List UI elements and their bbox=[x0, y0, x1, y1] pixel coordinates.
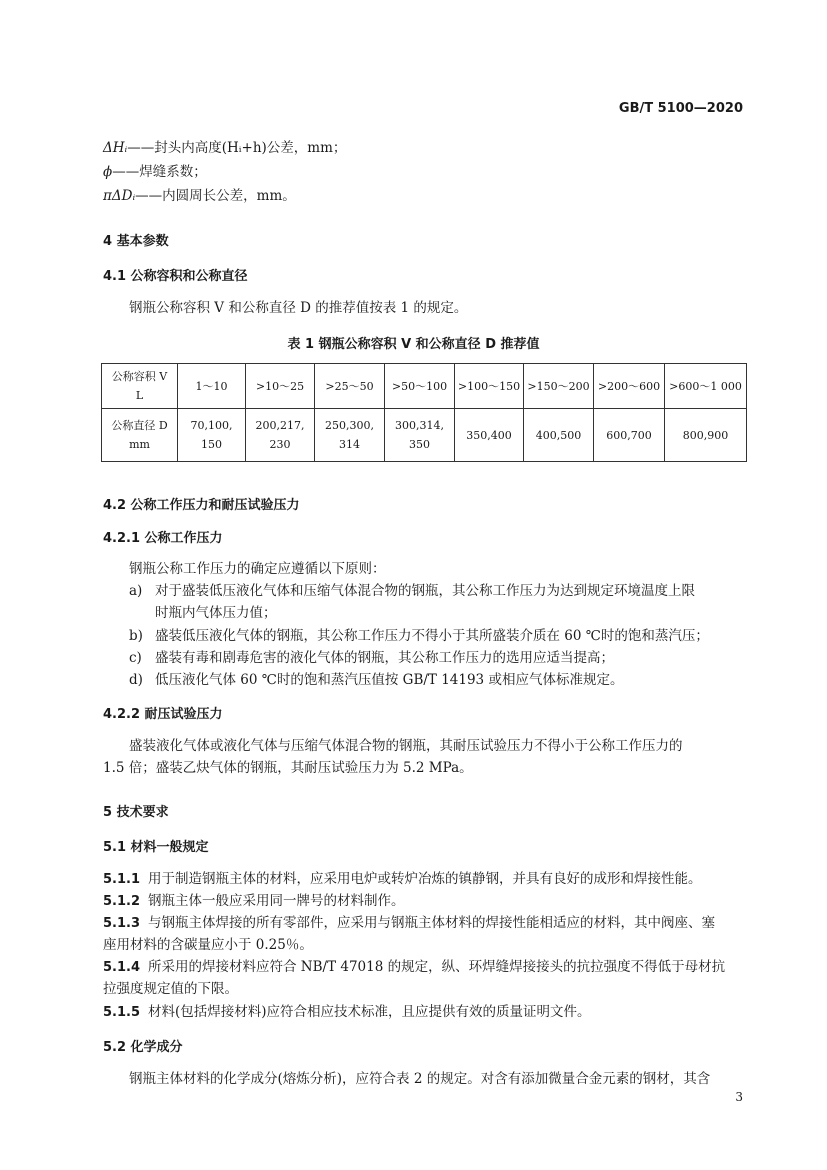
table-cell: 600,700 bbox=[594, 409, 665, 462]
list-item-c: c) 盛装有毒和剧毒危害的液化气体的钢瓶，其公称工作压力的选用应适当提高； bbox=[129, 650, 614, 666]
standard-number: GB/T 5100—2020 bbox=[618, 101, 743, 116]
section-4-1-heading: 4.1 公称容积和公称直径 bbox=[103, 269, 248, 284]
table-cell: 250,300, 314 bbox=[315, 409, 385, 462]
clause-5-1-4: 5.1.4 所采用的焊接材料应符合 NB/T 47018 的规定，纵、环焊缝焊接接头的抗拉强度不得低于母材抗 bbox=[103, 959, 726, 975]
table-cell: 350,400 bbox=[455, 409, 524, 462]
section-5-1-heading: 5.1 材料一般规定 bbox=[103, 840, 209, 855]
section-4-2-2-heading: 4.2.2 耐压试验压力 bbox=[103, 707, 223, 722]
section-4-2-2-line-2: 1.5 倍；盛装乙炔气体的钢瓶，其耐压试验压力为 5.2 MPa。 bbox=[103, 760, 473, 776]
section-4-2-heading: 4.2 公称工作压力和耐压试验压力 bbox=[103, 498, 300, 513]
row-label-diameter: 公称直径 D mm bbox=[102, 409, 178, 462]
clause-5-1-5: 5.1.5 材料(包括焊接材料)应符合相应技术标准，且应提供有效的质量证明文件。 bbox=[103, 1004, 591, 1020]
table-cell: 200,217, 230 bbox=[246, 409, 315, 462]
clause-5-1-3: 5.1.3 与钢瓶主体焊接的所有零部件，应采用与钢瓶主体材料的焊接性能相适应的材料，其中阀座、塞 bbox=[103, 915, 715, 931]
section-4-2-1-heading: 4.2.1 公称工作压力 bbox=[103, 531, 223, 546]
table-cell: 800,900 bbox=[665, 409, 747, 462]
table-cell: >100～150 bbox=[455, 364, 524, 409]
clause-5-1-3-cont: 座用材料的含碳量应小于 0.25％。 bbox=[103, 937, 313, 953]
list-item-d: d) 低压液化气体 60 ℃时的饱和蒸汽压值按 GB/T 14193 或相应气体标准规定。 bbox=[129, 672, 624, 688]
table-cell: >150～200 bbox=[524, 364, 594, 409]
row-label-volume: 公称容积 V L bbox=[102, 364, 178, 409]
table-cell: >25～50 bbox=[315, 364, 385, 409]
symbol-def-1: ΔHᵢ——封头内高度(Hᵢ+h)公差，mm； bbox=[103, 140, 347, 156]
table-row-volume bbox=[102, 364, 747, 409]
section-4-heading: 4 基本参数 bbox=[103, 234, 169, 249]
table-1-caption: 表 1 钢瓶公称容积 V 和公称直径 D 推荐值 bbox=[287, 337, 540, 352]
table-cell: 300,314, 350 bbox=[385, 409, 455, 462]
symbol-def-2: ϕ——焊缝系数； bbox=[103, 164, 207, 180]
clause-5-1-2: 5.1.2 钢瓶主体一般应采用同一牌号的材料制作。 bbox=[103, 893, 405, 909]
table-cell: >200～600 bbox=[594, 364, 665, 409]
section-4-1-paragraph: 钢瓶公称容积 V 和公称直径 D 的推荐值按表 1 的规定。 bbox=[129, 300, 468, 316]
table-cell: 400,500 bbox=[524, 409, 594, 462]
list-item-a-cont: 时瓶内气体压力值； bbox=[155, 605, 277, 621]
section-5-2-paragraph: 钢瓶主体材料的化学成分(熔炼分析)，应符合表 2 的规定。对含有添加微量合金元素的钢材，其含 bbox=[129, 1071, 711, 1087]
list-item-b: b) 盛装低压液化气体的钢瓶，其公称工作压力不得小于其所盛装介质在 60 ℃时的饱和蒸汽压； bbox=[129, 628, 709, 644]
table-1 bbox=[101, 363, 747, 462]
table-cell: >600～1 000 bbox=[665, 364, 747, 409]
section-5-heading: 5 技术要求 bbox=[103, 805, 169, 820]
table-cell: 1～10 bbox=[178, 364, 246, 409]
table-cell: >50～100 bbox=[385, 364, 455, 409]
section-4-2-2-line-1: 盛装液化气体或液化气体与压缩气体混合物的钢瓶，其耐压试验压力不得小于公称工作压力的 bbox=[129, 738, 683, 754]
list-item-a: a) 对于盛装低压液化气体和压缩气体混合物的钢瓶，其公称工作压力为达到规定环境温度上限 bbox=[129, 583, 695, 599]
clause-5-1-4-cont: 拉强度规定值的下限。 bbox=[103, 981, 238, 997]
table-cell: >10～25 bbox=[246, 364, 315, 409]
section-5-2-heading: 5.2 化学成分 bbox=[103, 1040, 183, 1055]
page-number: 3 bbox=[735, 1090, 743, 1104]
table-row-diameter bbox=[102, 409, 747, 462]
table-cell: 70,100, 150 bbox=[178, 409, 246, 462]
clause-5-1-1: 5.1.1 用于制造钢瓶主体的材料，应采用电炉或转炉冶炼的镇静钢，并具有良好的成形和焊接性能。 bbox=[103, 871, 702, 887]
symbol-def-3: πΔDᵢ——内圆周长公差，mm。 bbox=[103, 188, 296, 204]
section-4-2-1-intro: 钢瓶公称工作压力的确定应遵循以下原则： bbox=[129, 561, 386, 577]
